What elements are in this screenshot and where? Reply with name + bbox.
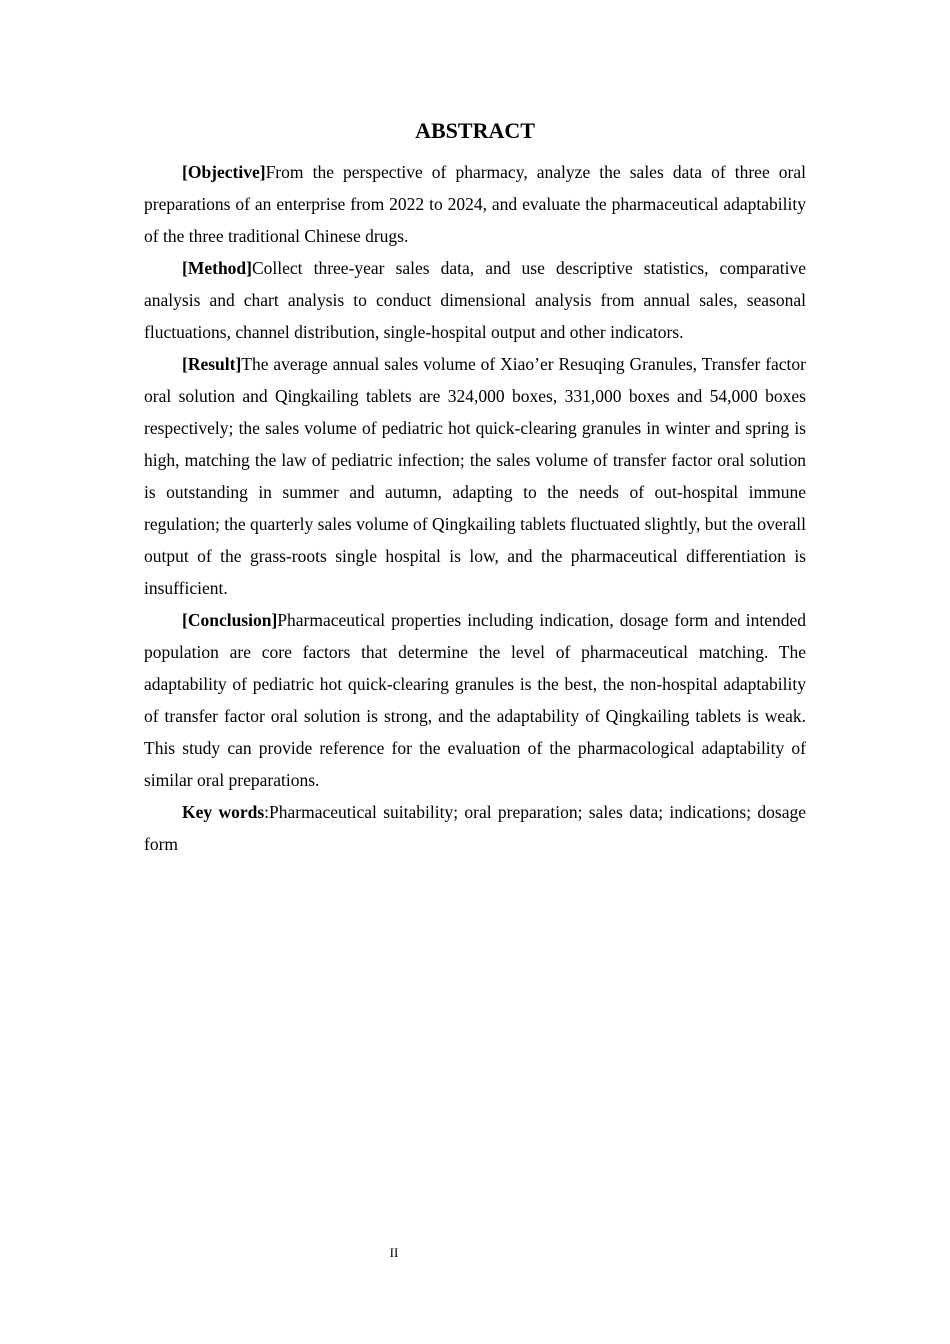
result-heading: [Result]: [182, 354, 242, 374]
abstract-body: [144, 156, 806, 860]
method-text: Collect three-year sales data, and use descriptive statistics, comparative analysis and chart analysis to conduct dimensional analysis from annual sales, seasonal fluctuations, channel distribution, single-hospital output and other indicators.: [144, 258, 806, 342]
keywords-separator: :: [264, 802, 270, 822]
objective-paragraph: [144, 156, 806, 252]
method-paragraph: [144, 252, 806, 348]
method-heading: [Method]: [182, 258, 252, 278]
objective-text: From the perspective of pharmacy, analyze the sales data of three oral preparations of an enterprise from 2022 to 2024, and evaluate the pharmaceutical adaptability of the three traditional Chinese drugs.: [144, 162, 806, 246]
conclusion-paragraph: [144, 604, 806, 796]
keywords-label: Key words: [182, 802, 265, 822]
keywords-paragraph: [144, 796, 806, 860]
page-number: II: [389, 1245, 399, 1260]
conclusion-text: Pharmaceutical properties including indication, dosage form and intended population are core factors that determine the level of pharmaceutical matching. The adaptability of pediatric hot quick-clearing granules is the best, the non-hospital adaptability of transfer factor oral solution is strong, and the adaptability of Qingkailing tablets is weak. This study can provide reference for the evaluation of the pharmacological adaptability of similar oral preparations.: [144, 610, 806, 790]
abstract-title: ABSTRACT: [415, 118, 535, 143]
result-paragraph: [144, 348, 806, 604]
conclusion-heading: [Conclusion]: [182, 610, 278, 630]
result-text: The average annual sales volume of Xiao’er Resuqing Granules, Transfer factor oral solution and Qingkailing tablets are 324,000 boxes, 331,000 boxes and 54,000 boxes respectively; the sales volume of pediatric hot quick-clearing granules in winter and spring is high, matching the law of pediatric infection; the sales volume of transfer factor oral solution is outstanding in summer and autumn, adapting to the needs of out-hospital immune regulation; the quarterly sales volume of Qingkailing tablets fluctuated slightly, but the overall output of the grass-roots single hospital is low, and the pharmaceutical differentiation is insufficient.: [144, 354, 806, 598]
keywords-text: Pharmaceutical suitability; oral preparation; sales data; indications; dosage form: [144, 802, 806, 854]
objective-heading: [Objective]: [182, 162, 266, 182]
